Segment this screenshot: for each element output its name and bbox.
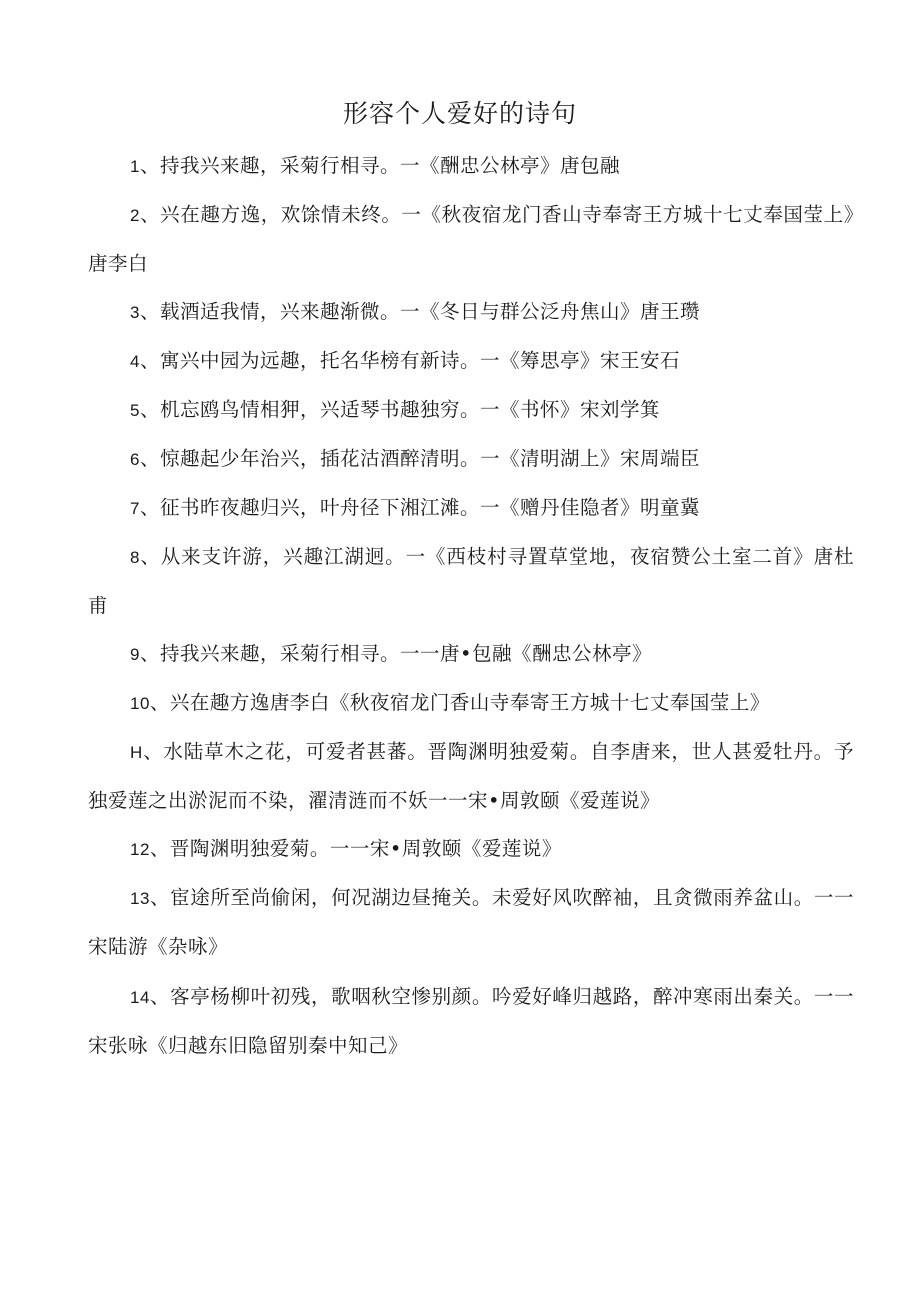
item-text: 、机忘鸥鸟情相狎，兴适琴书趣独穷。一《书怀》宋刘学箕 [139, 398, 660, 421]
item-text: 、水陆草木之花，可爱者甚蕃。晋陶渊明独爱菊。自李唐来，世人甚爱牡丹。予独爱莲之出淤泥而不染，濯清涟而不妖一一宋•周敦颐《爱莲说》 [88, 740, 854, 812]
item-number: 9 [130, 645, 140, 664]
item-text: 、载酒适我情，兴来趣渐微。一《冬日与群公泛舟焦山》唐王瓒 [139, 300, 700, 323]
item-number: 10 [130, 694, 150, 713]
poem-item-10 [88, 679, 854, 728]
poem-item-9 [88, 630, 854, 679]
item-number: 8 [130, 548, 140, 567]
poem-item-1 [88, 142, 854, 191]
poem-item-3 [88, 288, 854, 337]
item-text: 、征书昨夜趣归兴，叶舟径下湘江滩。一《赠丹佳隐者》明童冀 [139, 496, 700, 519]
poem-item-14 [88, 973, 854, 1070]
item-text: 、兴在趣方逸，欢馀情未终。一《秋夜宿龙门香山寺奉寄王方城十七丈奉国莹上》唐李白 [88, 203, 854, 275]
poem-item-8 [88, 533, 854, 630]
poem-item-13 [88, 874, 854, 971]
poem-list [88, 142, 854, 1070]
item-text: 、寓兴中园为远趣，托名华榜有新诗。一《筹思亭》宋王安石 [139, 349, 680, 372]
item-number: 12 [130, 840, 150, 859]
item-number: 3 [130, 303, 140, 322]
poem-item-11 [88, 728, 854, 825]
item-number: 13 [130, 889, 150, 908]
item-number: 7 [130, 499, 140, 518]
poem-item-2 [88, 191, 854, 288]
item-text: 、兴在趣方逸唐李白《秋夜宿龙门香山寺奉寄王方城十七丈奉国莹上》 [149, 691, 770, 714]
item-text: 、惊趣起少年治兴，插花沽酒醉清明。一《清明湖上》宋周端臣 [139, 447, 700, 470]
poem-item-4 [88, 337, 854, 386]
item-text: 、客亭杨柳叶初残，歌咽秋空惨别颜。吟爱好峰归越路，醉冲寒雨出秦关。一一宋张咏《归越东旧隐留别秦中知己》 [88, 985, 854, 1057]
item-text: 、从来支许游，兴趣江湖迥。一《西枝村寻置草堂地，夜宿赞公土室二首》唐杜甫 [88, 545, 854, 617]
item-text: 、持我兴来趣，采菊行相寻。一《酬忠公林亭》唐包融 [139, 154, 620, 177]
poem-item-12 [88, 825, 854, 874]
item-text: 、持我兴来趣，采菊行相寻。一一唐•包融《酬忠公林亭》 [139, 642, 652, 665]
item-number: 14 [130, 988, 150, 1007]
item-number: 2 [130, 206, 140, 225]
item-number: H [130, 743, 143, 762]
poem-item-5 [88, 386, 854, 435]
item-number: 1 [130, 157, 140, 176]
document-title: 形容个人爱好的诗句 [342, 99, 577, 128]
item-number: 6 [130, 450, 140, 469]
poem-item-7 [88, 484, 854, 533]
item-number: 4 [130, 352, 140, 371]
item-text: 、宦途所至尚偷闲，何况湖边昼掩关。未爱好风吹醉袖，且贪微雨养盆山。一一宋陆游《杂咏》 [88, 886, 854, 958]
poem-item-6 [88, 435, 854, 484]
item-text: 、晋陶渊明独爱菊。一一宋•周敦颐《爱莲说》 [149, 837, 562, 860]
item-number: 5 [130, 401, 140, 420]
